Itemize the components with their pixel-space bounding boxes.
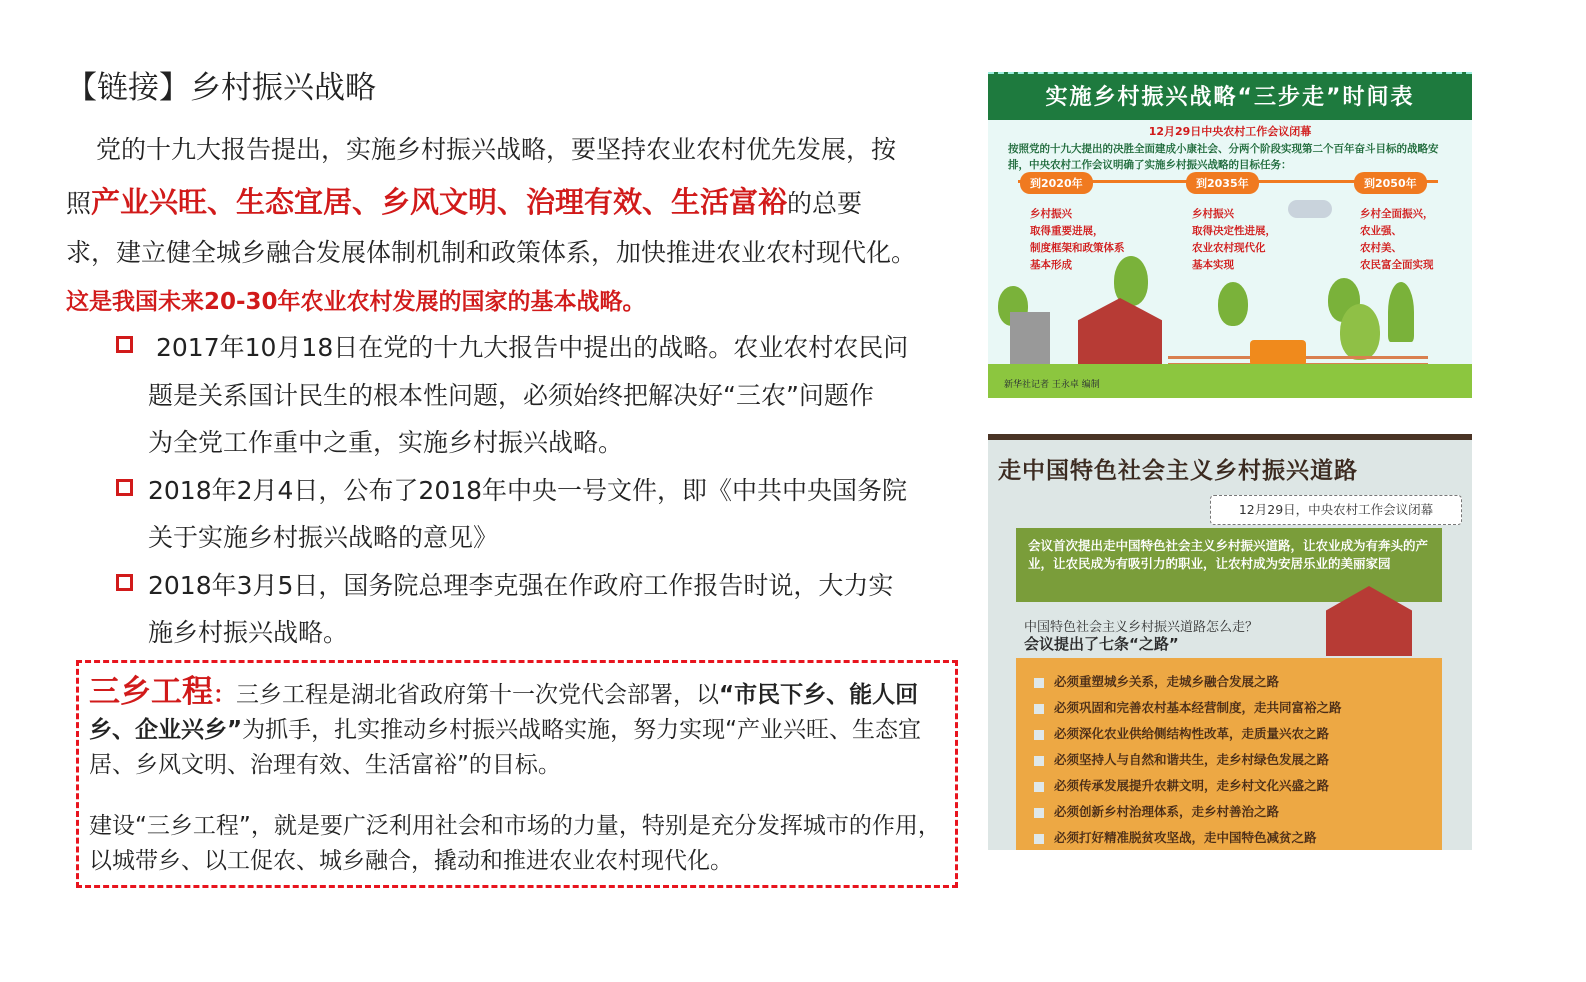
bullet-square-icon	[116, 336, 133, 353]
road-item: 必须传承发展提升农耕文明，走乡村文化兴盛之路	[1034, 776, 1329, 794]
speech-bubble: 12月29日，中央农村工作会议闭幕	[1210, 495, 1462, 525]
seven-roads-heading: 会议提出了七条“之路”	[1024, 635, 1179, 653]
bold-text: “市民下乡、能人回乡、企业兴乡”	[89, 682, 919, 743]
infographic-title: 实施乡村振兴战略“三步走”时间表	[988, 72, 1472, 120]
page-title: 【链接】乡村振兴战略	[66, 70, 376, 106]
credit: 新华社记者 王永卓 编制	[1004, 380, 1100, 390]
tree-icon	[1340, 304, 1380, 360]
sanxiang-para2: 建设“三乡工程”，就是要广泛利用社会和市场的力量，特别是充分发挥城市的作用，以城带乡、以工促农、城乡融合，撬动和推进农业农村现代化。	[89, 813, 941, 874]
barn-icon	[1078, 298, 1162, 372]
silo-icon	[1010, 312, 1050, 372]
tree-icon	[1388, 282, 1414, 342]
sanxiang-project-box	[76, 660, 958, 888]
stage-goal: 乡村振兴 取得重要进展， 制度框架和政策体系 基本形成	[1030, 208, 1125, 271]
tractor-icon	[1250, 340, 1306, 366]
roads-list	[1016, 658, 1442, 850]
bullet-line: 施乡村振兴战略。	[148, 618, 349, 647]
text: 的总要	[787, 189, 863, 218]
sanxiang-desc	[89, 675, 945, 783]
box-heading: 三乡工程	[89, 674, 213, 710]
text: 三乡工程是湖北省政府第十一次党代会部署，以	[236, 682, 719, 708]
text: 照	[66, 189, 92, 218]
bullet-line: 关于实施乡村振兴战略的意见》	[148, 523, 499, 552]
road-item: 必须重塑城乡关系，走城乡融合发展之路	[1034, 672, 1279, 690]
rural-road-infographic	[988, 434, 1472, 850]
bullet-square-icon	[116, 574, 133, 591]
intro: 按照党的十九大提出的决胜全面建成小康社会、分两个阶段实现第二个百年奋斗目标的战略安排，中央农村工作会议明确了实施乡村振兴战略的目标任务：	[1008, 143, 1439, 171]
road-item: 必须深化农业供给侧结构性改革，走质量兴农之路	[1034, 724, 1329, 742]
summary-box: 会议首次提出走中国特色社会主义乡村振兴道路，让农业成为有奔头的产业，让农民成为有吸引力的职业，让农村成为安居乐业的美丽家园	[1016, 528, 1442, 602]
subtitle: 12月29日中央农村工作会议闭幕	[1148, 125, 1312, 138]
bullet-line: 2018年2月4日，公布了2018年中央一号文件，即《中共中央国务院	[148, 476, 908, 505]
para-line: 党的十九大报告提出，实施乡村振兴战略，要坚持农业农村优先发展，按	[96, 135, 897, 164]
road-item: 必须巩固和完善农村基本经营制度，走共同富裕之路	[1034, 698, 1342, 716]
sep: ：	[213, 682, 236, 708]
road-item: 必须创新乡村治理体系，走乡村善治之路	[1034, 802, 1279, 820]
road-item: 必须打好精准脱贫攻坚战，走中国特色减贫之路	[1034, 828, 1317, 846]
strategy-statement: 这是我国未来20-30年农业农村发展的国家的基本战略。	[66, 289, 646, 315]
tree-icon	[1218, 282, 1248, 326]
cloud-icon	[1288, 200, 1332, 218]
stage-year: 到2020年	[1020, 172, 1093, 194]
question: 中国特色社会主义乡村振兴道路怎么走？	[1024, 620, 1259, 635]
bullet-line: 2017年10月18日在党的十九大报告中提出的战略。农业农村农民问	[156, 333, 909, 362]
stage-goal: 乡村振兴 取得决定性进展， 农业农村现代化 基本实现	[1192, 208, 1276, 271]
bullet-line: 为全党工作重中之重，实施乡村振兴战略。	[148, 428, 624, 457]
para-line: 求，建立健全城乡融合发展体制机制和政策体系，加快推进农业农村现代化。	[66, 238, 917, 267]
bullet-line: 2018年3月5日，国务院总理李克强在作政府工作报告时说，大力实	[148, 571, 894, 600]
three-step-infographic	[988, 72, 1472, 398]
stage-year: 到2035年	[1186, 172, 1259, 194]
text: 为抓手，扎实推动乡村振兴战略实施，努力实现“产业兴旺、生态宜居、乡风文明、治理有效、生活富裕”的目标。	[89, 717, 922, 778]
bullet-line: 题是关系国计民生的根本性问题，必须始终把解决好“三农”问题作	[148, 381, 874, 410]
road-item: 必须坚持人与自然和谐共生，走乡村绿色发展之路	[1034, 750, 1329, 768]
stage-year: 到2050年	[1354, 172, 1427, 194]
bullet-square-icon	[116, 479, 133, 496]
stage-goal: 乡村全面振兴， 农业强、 农村美、 农民富全面实现	[1360, 208, 1434, 271]
infographic-title: 走中国特色社会主义乡村振兴道路	[998, 458, 1358, 484]
key-goals: 产业兴旺、生态宜居、乡风文明、治理有效、生活富裕	[91, 185, 788, 219]
para-line	[66, 180, 862, 221]
